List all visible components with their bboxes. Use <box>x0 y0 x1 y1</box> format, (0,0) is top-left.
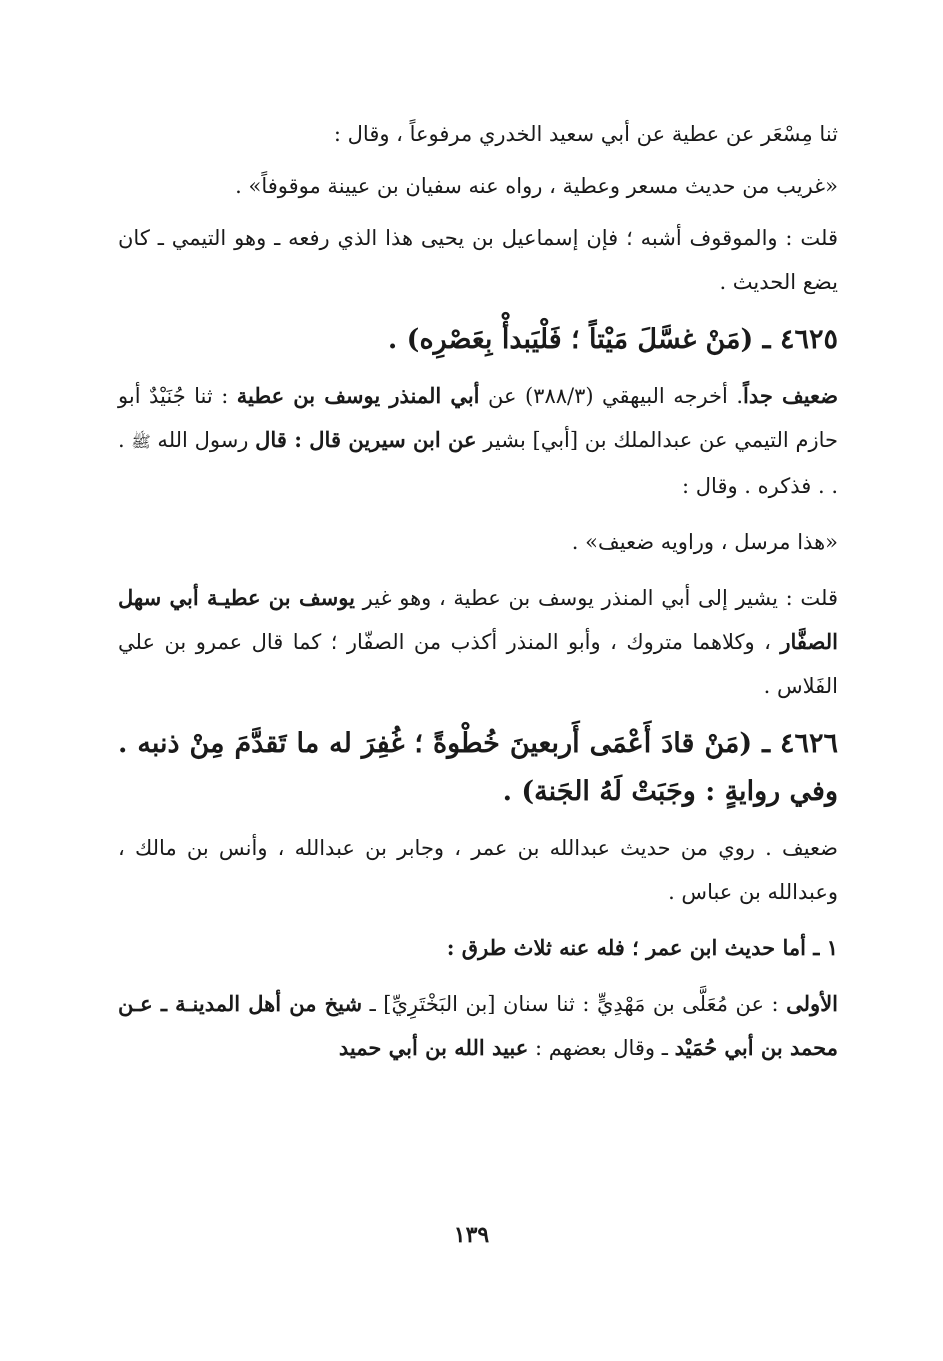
text-segment: ضعيف . روي من حديث عبدالله بن عمر ، وجابر بن عبدالله ، وأنس بن مالك ، وعبدالله بن عباس . <box>118 836 838 904</box>
text-segment: ١ ـ أما حديث ابن عمر ؛ فله عنه ثلاث طرق : <box>446 935 838 960</box>
text-segment: . أخرجه البيهقي (٣٨٨/٣) عن <box>479 384 744 408</box>
text-segment: «غريب من حديث مسعر وعطية ، رواه عنه سفيان بن عيينة موقوفاً» . <box>235 174 838 198</box>
text-segment: قلت : والموقوف أشبه ؛ فإن إسماعيل بن يحيى هذا الذي رفعه ـ وهو التيمي ـ كان يضع الحديث . <box>118 226 838 294</box>
text-segment: ثنا مِسْعَر عن عطية عن أبي سعيد الخدري مرفوعاً ، وقال : <box>333 122 838 146</box>
salawat-symbol: ﷺ <box>131 432 151 451</box>
text-segment: . . . فذكره . وقال : <box>118 428 838 498</box>
chain-segment: شيخ من أهل المدينـة ـ عـن محمد بن أبي حُمَيْد <box>118 991 838 1060</box>
page-body <box>118 112 838 1082</box>
grade-label: ضعيف جداً <box>743 383 839 408</box>
text-segment: رسول الله <box>150 428 256 452</box>
first-route-paragraph <box>118 982 838 1070</box>
chain-segment: عن ابن سيرين قال : قال <box>255 427 477 452</box>
text-line <box>118 112 838 156</box>
text-segment: ـ وقال بعضهم : <box>528 1036 675 1060</box>
quote-line <box>118 520 838 564</box>
hadith-heading-4626: ٤٦٢٦ ـ (مَنْ قادَ أَعْمَى أَربعينَ خُطْوةً ؛ غُفِرَ له ما تَقدَّمَ مِنْ ذنبه . وفي روايةٍ : وجَبَتْ لَهُ الجَنة) . <box>118 728 838 807</box>
subheading <box>118 926 838 970</box>
narrator-name: يوسف بن عطيـة أبي سهل الصفَّار <box>118 585 838 654</box>
takhrij-paragraph-4625 <box>118 374 838 508</box>
page-number: ١٣٩ <box>453 1222 490 1248</box>
hadith-heading-4625: ٤٦٢٥ ـ (مَنْ غسَّلَ مَيْتاً ؛ فَلْيَبدأْ بِعَصْرِه) . <box>387 324 838 355</box>
route-label: الأولى <box>786 991 839 1016</box>
text-segment: ، وكلاهما متروك ، وأبو المنذر أكذب من الصفّار ؛ كما قال عمرو بن علي الفَلاس . <box>118 630 838 698</box>
text-segment: «هذا مرسل ، وراويه ضعيف» . <box>571 530 838 554</box>
narrator-name: أبي المنذر يوسف بن عطية <box>236 383 480 408</box>
comment-paragraph-4625 <box>118 576 838 708</box>
comment-paragraph <box>118 216 838 304</box>
narrator-name: عبيد الله بن أبي حميد <box>338 1035 529 1060</box>
text-segment: قلت : يشير إلى أبي المنذر يوسف بن عطية ، وهو غير <box>354 586 839 610</box>
text-segment: : ثنا جُنَيْدٌ أبو حازم التيمي عن عبدالملك بن [أبي] بشير <box>118 384 838 452</box>
quote-line <box>118 164 838 208</box>
text-segment: : عن مُعَلَّى بن مَهْدِيٍّ : ثنا سنان [بن البَخْتَرِيِّ] ـ <box>362 992 787 1016</box>
grade-paragraph-4626 <box>118 826 838 914</box>
